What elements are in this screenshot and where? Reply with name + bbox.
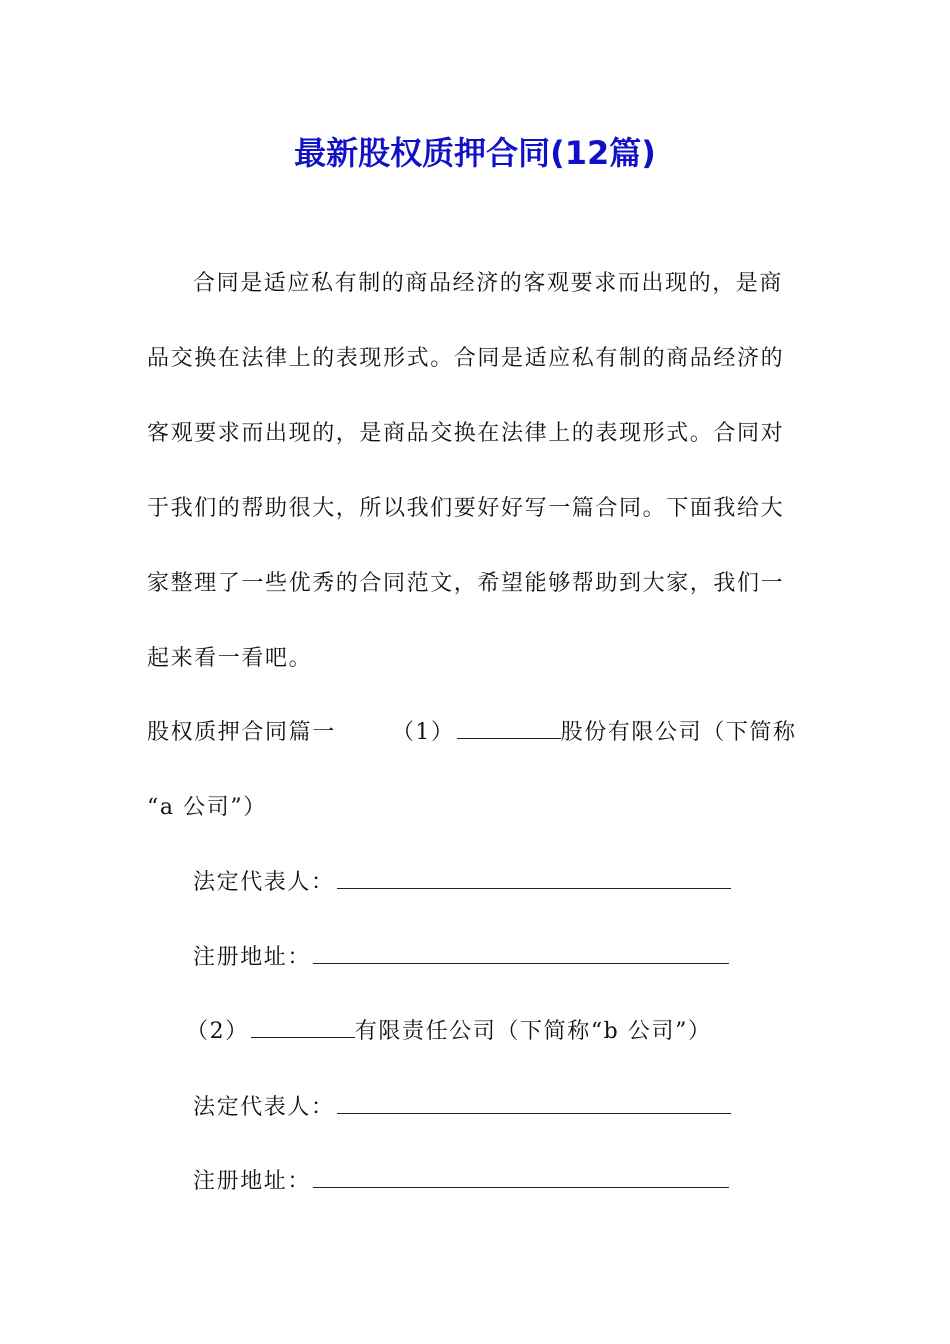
party1-rep-blank — [337, 868, 731, 889]
section-1-line — [147, 718, 797, 748]
party2-suffix: 有限责任公司（下简称“b 公司”） — [354, 1019, 712, 1044]
party2-addr-row — [193, 1167, 729, 1197]
party2-rep-label: 法定代表人： — [193, 1095, 335, 1120]
intro-line-1: 合同是适应私有制的商品经济的客观要求而出现的，是商 — [193, 271, 784, 296]
party2-addr-label: 注册地址： — [193, 1169, 312, 1194]
party1-prefix: （1） — [391, 720, 455, 745]
intro-line-5: 家整理了一些优秀的合同范文，希望能够帮助到大家，我们一 — [147, 571, 785, 596]
party1-name-blank — [457, 718, 561, 739]
party1-abbrev: “a 公司”） — [147, 795, 267, 820]
party2-prefix: （2） — [186, 1019, 249, 1044]
party2-addr-blank — [313, 1167, 729, 1188]
party2-name-blank — [251, 1017, 355, 1038]
party2-rep-row — [193, 1093, 731, 1123]
intro-line-4: 于我们的帮助很大，所以我们要好好写一篇合同。下面我给大 — [147, 496, 785, 521]
intro-line-2: 品交换在法律上的表现形式。合同是适应私有制的商品经济的 — [147, 346, 785, 371]
party1-suffix: 股份有限公司（下简称 — [560, 720, 797, 745]
document-title: 最新股权质押合同(12篇) — [294, 134, 656, 172]
party2-row — [186, 1017, 712, 1047]
party1-addr-label: 注册地址： — [193, 945, 312, 970]
party1-rep-label: 法定代表人： — [193, 870, 335, 895]
intro-line-3: 客观要求而出现的，是商品交换在法律上的表现形式。合同对 — [147, 421, 785, 446]
party1-addr-row — [193, 943, 729, 973]
intro-line-6: 起来看一看吧。 — [147, 646, 313, 671]
party2-rep-blank — [337, 1093, 731, 1114]
section-heading: 股权质押合同篇一 — [147, 720, 336, 745]
party1-addr-blank — [313, 943, 729, 964]
party1-rep-row — [193, 868, 731, 898]
